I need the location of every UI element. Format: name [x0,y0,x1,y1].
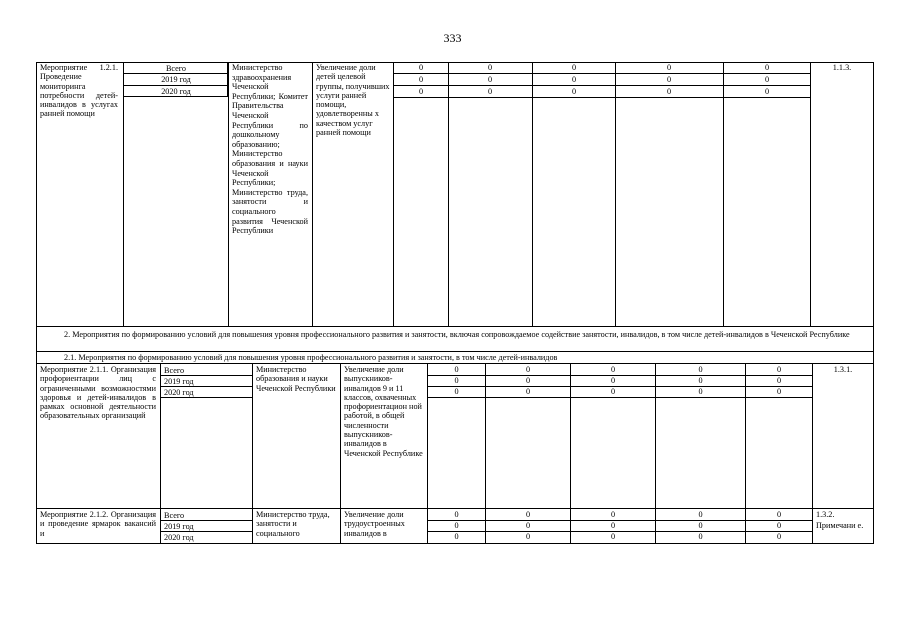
note-text: Примечани е. [816,521,864,530]
executor-text: Министерство труда, занятости и социального [256,510,330,538]
indicator-text: Увеличение доли трудоустроенных инвалидов в [344,510,405,538]
code-text: 1.3.2. [816,510,835,519]
year-total: Всего [165,64,187,73]
code-text: 1.3.1. [833,365,853,374]
page-number: 333 [443,31,462,45]
measure-text: Мероприятие 2.1.2. Организация и проведение ярмарок вакансий и [40,510,156,538]
year-total: Всего [164,511,185,520]
executor-text: Министерство образования и науки Чеченской Республики [256,365,336,393]
year-2019: 2019 год [161,75,191,84]
indicator-text: Увеличение доли выпускников-инвалидов 9 и 11 классов, охваченных профориентацион ной работой, в общей численности выпускников-инвалидов в Чеченской Республике [344,365,423,458]
year-2019: 2019 год [164,377,194,386]
code-text: 1.1.3. [832,63,852,72]
year-total: Всего [164,366,185,375]
measure-text: Мероприятие 2.1.1. Организация профориентации лиц с ограниченными возможностями здоровья и детей-инвалидов в рамках основной деятельности образовательных организаций [40,365,156,421]
executor-text: Министерство здравоохранения Чеченской Республики; Комитет Правительства Чеченской Республики по дошкольному образованию; Министерство образования и науки Чеченской Республики; Министерство труда, занятости и социального развития Чеченской Республики [232,63,308,236]
measure-text: Мероприятие 1.2.1. Проведение мониторинга потребности детей-инвалидов в услугах ранней помощи [40,63,118,119]
year-2019: 2019 год [164,522,194,531]
indicator-text: Увеличение доли детей целевой группы, получивших услуги ранней помощи, удовлетворенны х качеством услуг ранней помощи [316,63,390,138]
year-2020: 2020 год [161,87,191,96]
year-2020: 2020 год [164,388,194,397]
year-2020: 2020 год [164,533,194,542]
